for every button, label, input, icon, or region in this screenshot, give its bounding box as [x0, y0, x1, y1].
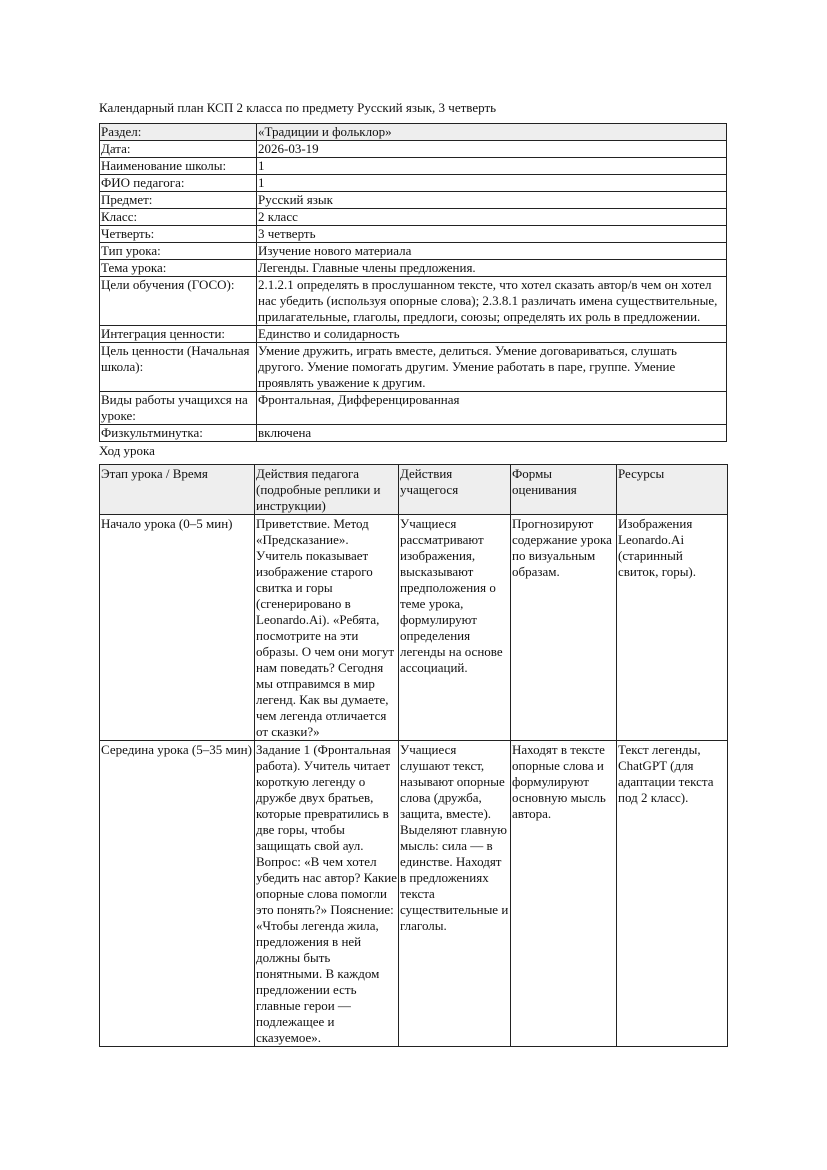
info-value: 1 [257, 158, 727, 175]
info-row-lesson-topic [100, 260, 727, 277]
lesson-flow-table [99, 464, 728, 1047]
info-row-section [100, 124, 727, 141]
info-row-date [100, 141, 727, 158]
info-value: включена [257, 425, 727, 442]
info-row-physical-break [100, 425, 727, 442]
info-label: ФИО педагога: [100, 175, 257, 192]
cell-teacher-actions: Задание 1 (Фронтальная работа). Учитель читает короткую легенду о дружбе двух братьев, которые превратились в две горы, чтобы защищать свой аул. Вопрос: «В чем хотел убедить нас автор? Какие опорные слова помогли это понять?» Пояснение: «Чтобы легенда жила, предложения в ней должны быть понятными. В каждом предложении есть главные герои — подлежащее и сказуемое». [256, 742, 397, 1045]
cell-stage: Начало урока (0–5 мин) [100, 515, 255, 741]
info-label: Физкультминутка: [100, 425, 257, 442]
info-label: Предмет: [100, 192, 257, 209]
info-value: 3 четверть [257, 226, 727, 243]
info-value: Русский язык [257, 192, 727, 209]
info-value: 2 класс [257, 209, 727, 226]
cell-assessment: Прогнозируют содержание урока по визуальным образам. [511, 515, 617, 741]
document-title: Календарный план КСП 2 класса по предмету Русский язык, 3 четверть [99, 100, 497, 115]
cell-teacher-actions: Приветствие. Метод «Предсказание». Учитель показывает изображение старого свитка и горы (сгенерировано в Leonardo.Ai). «Ребята, посмотрите на эти образы. О чем они могут нам поведать? Сегодня мы отправимся в мир легенд. Как вы думаете, чем легенда отличается от сказки?» [255, 515, 399, 741]
info-row-lesson-type [100, 243, 727, 260]
info-row-teacher [100, 175, 727, 192]
info-value: Легенды. Главные члены предложения. [257, 260, 727, 277]
info-value: 1 [257, 175, 727, 192]
lesson-info-table [99, 123, 727, 442]
info-value: «Традиции и фольклор» [257, 124, 727, 141]
info-row-class [100, 209, 727, 226]
cell-student-actions: Учащиеся слушают текст, называют опорные слова (дружба, защита, вместе). Выделяют главную мысль: сила — в единстве. Находят в предложениях текста существительные и глаголы. [399, 741, 511, 1047]
info-value: Умение дружить, играть вместе, делиться. Умение договариваться, слушать другого. Умение помогать другим. Умение работать в паре, группе. Умение проявлять уважение к другим. [257, 343, 727, 392]
info-value: Фронтальная, Дифференцированная [257, 392, 727, 425]
info-label: Класс: [100, 209, 257, 226]
info-row-quarter [100, 226, 727, 243]
info-value: Единство и солидарность [257, 326, 727, 343]
info-row-subject [100, 192, 727, 209]
info-value: Изучение нового материала [257, 243, 727, 260]
info-label: Раздел: [100, 124, 257, 141]
cell-resources: Изображения Leonardo.Ai (старинный свиток, горы). [617, 515, 728, 741]
column-header-teacher: Действия педагога (подробные реплики и инструкции) [255, 465, 399, 515]
column-header-resources: Ресурсы [617, 465, 728, 515]
info-row-school [100, 158, 727, 175]
info-label: Интеграция ценности: [100, 326, 257, 343]
cell-assessment: Находят в тексте опорные слова и формулируют основную мысль автора. [511, 741, 617, 1047]
info-value: 2026-03-19 [257, 141, 727, 158]
info-row-work-types [100, 392, 727, 425]
info-label: Тема урока: [100, 260, 257, 277]
info-label: Цель ценности (Начальная школа): [100, 343, 257, 392]
info-value: 2.1.2.1 определять в прослушанном тексте, что хотел сказать автор/в чем он хотел нас убедить (используя опорные слова); 2.3.8.1 различать имена существительные, прилагательные, глаголы, предлоги, союзы; определять их роль в предложении. [257, 277, 727, 326]
lesson-header-row [100, 465, 728, 515]
info-label: Цели обучения (ГОСО): [100, 277, 257, 326]
cell-student-actions: Учащиеся рассматривают изображения, высказывают предположения о теме урока, формулируют определения легенды на основе ассоциаций. [399, 515, 511, 741]
cell-stage: Середина урока (5–35 мин) [100, 741, 255, 1047]
table-row [100, 741, 728, 1047]
info-label: Виды работы учащихся на уроке: [100, 392, 257, 425]
info-row-learning-goals [100, 277, 727, 326]
column-header-assessment: Формы оценивания [511, 465, 617, 515]
info-row-value-integration [100, 326, 727, 343]
info-label: Дата: [100, 141, 257, 158]
table-row [100, 515, 728, 741]
column-header-student: Действия учащегося [399, 465, 511, 515]
column-header-stage: Этап урока / Время [100, 465, 255, 515]
lesson-plan-page [99, 100, 727, 1047]
info-row-value-goal [100, 343, 727, 392]
info-label: Четверть: [100, 226, 257, 243]
cell-resources: Текст легенды, ChatGPT (для адаптации текста под 2 класс). [617, 741, 728, 1047]
info-label: Наименование школы: [100, 158, 257, 175]
lesson-section-heading: Ход урока [99, 443, 155, 458]
info-label: Тип урока: [100, 243, 257, 260]
